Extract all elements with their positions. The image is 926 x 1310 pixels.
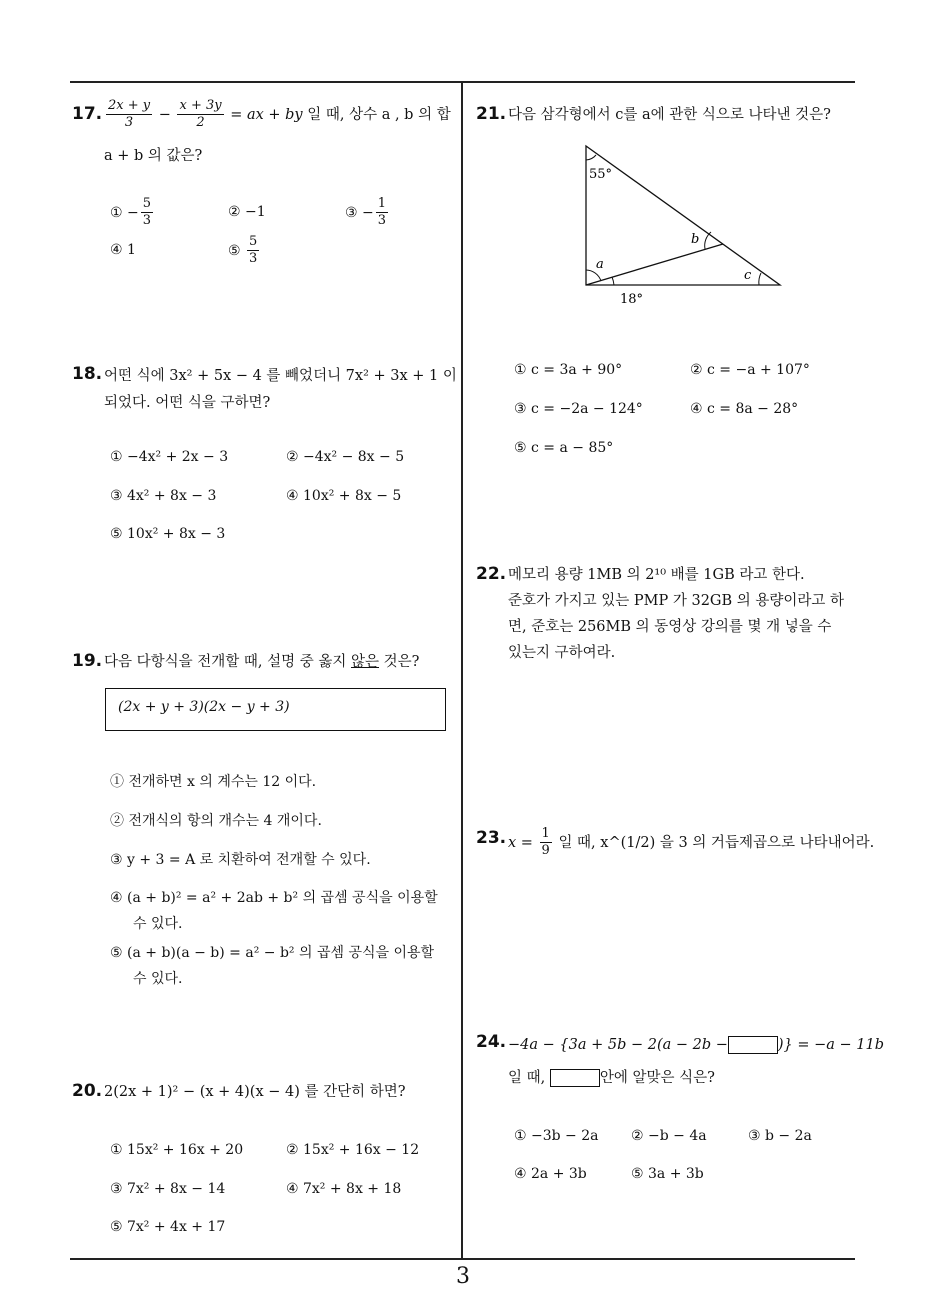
option-1[interactable]: ① −3b − 2a xyxy=(514,1128,599,1144)
angle-label-b: b xyxy=(691,232,700,247)
question-text: 어떤 식에 3x² + 5x − 4 를 빼었더니 7x² + 3x + 1 이 xyxy=(104,368,457,384)
angle-label-top: 55° xyxy=(589,167,613,182)
question-number: 20. xyxy=(72,1081,103,1101)
question-text-line4: 있는지 구하여라. xyxy=(508,645,616,661)
question-text: 일 때, 상수 a , b 의 합 xyxy=(307,106,451,123)
question-number: 18. xyxy=(72,364,103,384)
option-4[interactable]: ④ 7x² + 8x + 18 xyxy=(286,1181,402,1197)
option-2[interactable]: ② 전개식의 항의 개수는 4 개이다. xyxy=(110,813,322,829)
question-number: 17. xyxy=(72,104,103,124)
angle-label-c: c xyxy=(744,268,752,283)
angle-label-a: a xyxy=(596,257,604,272)
option-1[interactable]: ① 전개하면 x 의 계수는 12 이다. xyxy=(110,774,317,790)
column-divider xyxy=(461,81,463,1259)
option-1[interactable]: ① −4x² + 2x − 3 xyxy=(110,449,229,465)
option-3[interactable]: ③ c = −2a − 124° xyxy=(514,401,643,417)
question-text: 다음 다항식을 전개할 때, 설명 중 옳지 않은 것은? xyxy=(104,654,420,670)
question-number: 24. xyxy=(476,1032,507,1052)
fraction: $\frac{1}{9}$ xyxy=(541,826,550,859)
option-5[interactable]: ⑤ (a + b)(a − b) = a² − b² 의 곱셈 공식을 이용할 xyxy=(110,945,435,961)
equation-lhs: x = xyxy=(508,834,533,851)
option-5[interactable]: ⑤ $\frac{5}{3}$ xyxy=(228,234,258,267)
option-2[interactable]: ② −4x² − 8x − 5 xyxy=(286,449,405,465)
option-5[interactable]: ⑤ 10x² + 8x − 3 xyxy=(110,526,226,542)
option-1[interactable]: ① − $\frac{5}{3}$ xyxy=(110,196,152,229)
option-3[interactable]: ③ 4x² + 8x − 3 xyxy=(110,488,217,504)
option-3[interactable]: ③ b − 2a xyxy=(748,1128,812,1144)
option-5[interactable]: ⑤ 3a + 3b xyxy=(631,1166,704,1182)
option-2[interactable]: ② −1 xyxy=(228,204,266,220)
question-text-line3: 면, 준호는 256MB 의 동영상 강의를 몇 개 넣을 수 xyxy=(508,619,832,635)
option-5[interactable]: ⑤ 7x² + 4x + 17 xyxy=(110,1219,226,1235)
question-number: 22. xyxy=(476,564,507,584)
option-4[interactable]: ④ (a + b)² = a² + 2ab + b² 의 곱셈 공식을 이용할 xyxy=(110,890,438,906)
option-2[interactable]: ② 15x² + 16x − 12 xyxy=(286,1142,420,1158)
option-2[interactable]: ② c = −a + 107° xyxy=(690,362,810,378)
fraction: $\frac{x + 3y}{2}$ xyxy=(179,98,222,131)
bottom-rule xyxy=(70,1258,855,1260)
option-4[interactable]: ④ 1 xyxy=(110,242,136,258)
blank-box[interactable] xyxy=(728,1036,778,1054)
question-text: 일 때, x^(1/2) 을 3 의 거듭제곱으로 나타내어라. xyxy=(558,834,875,851)
top-rule xyxy=(70,81,855,83)
option-5[interactable]: ⑤ c = a − 85° xyxy=(514,440,614,456)
question-text: 2(2x + 1)² − (x + 4)(x − 4) 를 간단히 하면? xyxy=(104,1084,406,1100)
question-number: 19. xyxy=(72,651,103,671)
option-1[interactable]: ① 15x² + 16x + 20 xyxy=(110,1142,244,1158)
blank-box[interactable] xyxy=(550,1069,600,1087)
question-number: 23. xyxy=(476,828,507,848)
option-1[interactable]: ① c = 3a + 90° xyxy=(514,362,623,378)
option-3[interactable]: ③ y + 3 = A 로 치환하여 전개할 수 있다. xyxy=(110,852,371,868)
page-number: 3 xyxy=(456,1264,470,1289)
option-2[interactable]: ② −b − 4a xyxy=(631,1128,707,1144)
question-expression: −4a − {3a + 5b − 2(a − 2b − )} = −a − 11b xyxy=(508,1037,885,1053)
triangle-figure xyxy=(570,138,810,308)
angle-label-bottom: 18° xyxy=(620,292,644,307)
question-text-line2: 되었다. 어떤 식을 구하면? xyxy=(104,395,271,411)
option-4[interactable]: ④ 10x² + 8x − 5 xyxy=(286,488,402,504)
equation-rhs: = ax + by xyxy=(230,106,303,123)
question-text: 메모리 용량 1MB 의 2¹⁰ 배를 1GB 라고 한다. xyxy=(508,567,805,583)
option-4[interactable]: ④ 2a + 3b xyxy=(514,1166,587,1182)
option-4-cont: 수 있다. xyxy=(133,916,183,932)
question-text-line2: a + b 의 값은? xyxy=(104,148,203,164)
option-5-cont: 수 있다. xyxy=(133,971,183,987)
question-text: 일 때, 안에 알맞은 식은? xyxy=(508,1070,715,1086)
option-3[interactable]: ③ − $\frac{1}{3}$ xyxy=(345,196,387,229)
fraction: $\frac{2x + y}{3}$ xyxy=(108,98,151,131)
question-number: 21. xyxy=(476,104,507,124)
boxed-expression: (2x + y + 3)(2x − y + 3) xyxy=(105,688,446,731)
option-4[interactable]: ④ c = 8a − 28° xyxy=(690,401,799,417)
question-text-line2: 준호가 가지고 있는 PMP 가 32GB 의 용량이라고 하 xyxy=(508,593,845,609)
question-text: 다음 삼각형에서 c를 a에 관한 식으로 나타낸 것은? xyxy=(508,107,831,123)
option-3[interactable]: ③ 7x² + 8x − 14 xyxy=(110,1181,226,1197)
